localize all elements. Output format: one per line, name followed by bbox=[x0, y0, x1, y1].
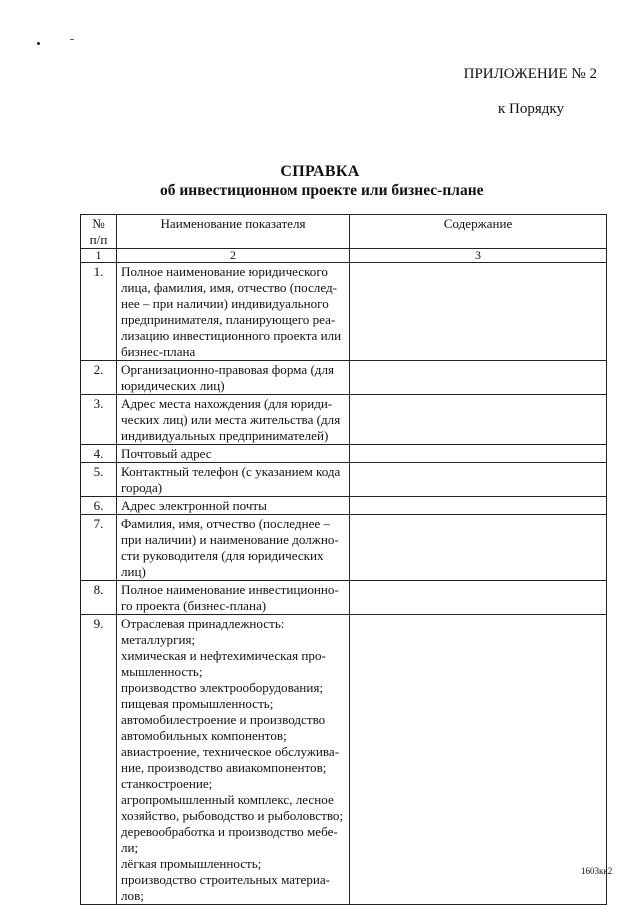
table-row bbox=[81, 497, 607, 515]
row-number: 3. bbox=[81, 395, 117, 445]
table-row bbox=[81, 263, 607, 361]
scan-mark bbox=[70, 39, 74, 40]
scan-mark bbox=[37, 42, 40, 45]
table-row bbox=[81, 515, 607, 581]
indicator-name: Полное наименование инвестиционно- го проекта (бизнес-плана) bbox=[117, 581, 350, 615]
indicator-name: Контактный телефон (с указанием кода города) bbox=[117, 463, 350, 497]
document-subtitle: об инвестиционном проекте или бизнес-плане bbox=[160, 182, 484, 199]
column-header-indicator: Наименование показателя bbox=[117, 215, 350, 249]
content-cell[interactable] bbox=[350, 445, 607, 463]
content-cell[interactable] bbox=[350, 515, 607, 581]
content-cell[interactable] bbox=[350, 497, 607, 515]
appendix-reference: к Порядку bbox=[498, 101, 564, 117]
row-number: 9. bbox=[81, 615, 117, 905]
table-row bbox=[81, 463, 607, 497]
column-header-number: № п/п bbox=[81, 215, 117, 249]
table-row bbox=[81, 615, 607, 905]
document-title: СПРАВКА bbox=[280, 163, 360, 180]
row-number: 2. bbox=[81, 361, 117, 395]
indicator-name: Адрес электронной почты bbox=[117, 497, 350, 515]
indicator-name: Адрес места нахождения (для юриди- ческих лиц) или места жительства (для индивидуальных предпринимателей) bbox=[117, 395, 350, 445]
column-number-row bbox=[81, 249, 607, 263]
indicator-name: Фамилия, имя, отчество (последнее – при наличии) и наименование должно- сти руководителя (для юридических лиц) bbox=[117, 515, 350, 581]
table-row bbox=[81, 361, 607, 395]
content-cell[interactable] bbox=[350, 395, 607, 445]
indicator-name: Отраслевая принадлежность: металлургия; химическая и нефтехимическая про- мышленность; производство электрооборудования; пищевая промышленность; автомобилестроение и производство автомобильных компонентов; авиастроение, техническое обслужива- ние, производство авиакомпонентов; станкостроение; агропромышленный комплекс, лесное хозяйство, рыбоводство и рыболовство; деревообработка и производство мебе- ли; лёгкая промышленность; производство строительных материа- лов; bbox=[117, 615, 350, 905]
content-cell[interactable] bbox=[350, 615, 607, 905]
column-header-content: Содержание bbox=[350, 215, 607, 249]
indicator-name: Почтовый адрес bbox=[117, 445, 350, 463]
content-cell[interactable] bbox=[350, 361, 607, 395]
table-row bbox=[81, 581, 607, 615]
table-row bbox=[81, 445, 607, 463]
row-number: 7. bbox=[81, 515, 117, 581]
indicator-name: Организационно-правовая форма (для юридических лиц) bbox=[117, 361, 350, 395]
indicator-name: Полное наименование юридического лица, фамилия, имя, отчество (послед- нее – при наличии) индивидуального предпринимателя, планирующего реа- лизацию инвестиционного проекта или бизнес-плана bbox=[117, 263, 350, 361]
column-number-cell: 3 bbox=[350, 249, 607, 263]
table-header-row bbox=[81, 215, 607, 249]
row-number: 1. bbox=[81, 263, 117, 361]
document-code: 1603кк2 bbox=[581, 866, 613, 876]
row-number: 8. bbox=[81, 581, 117, 615]
row-number: 5. bbox=[81, 463, 117, 497]
project-info-table bbox=[80, 214, 607, 905]
appendix-heading: ПРИЛОЖЕНИЕ № 2 bbox=[463, 66, 597, 82]
column-number-cell: 1 bbox=[81, 249, 117, 263]
row-number: 4. bbox=[81, 445, 117, 463]
content-cell[interactable] bbox=[350, 581, 607, 615]
content-cell[interactable] bbox=[350, 263, 607, 361]
column-number-cell: 2 bbox=[117, 249, 350, 263]
table-row bbox=[81, 395, 607, 445]
row-number: 6. bbox=[81, 497, 117, 515]
content-cell[interactable] bbox=[350, 463, 607, 497]
